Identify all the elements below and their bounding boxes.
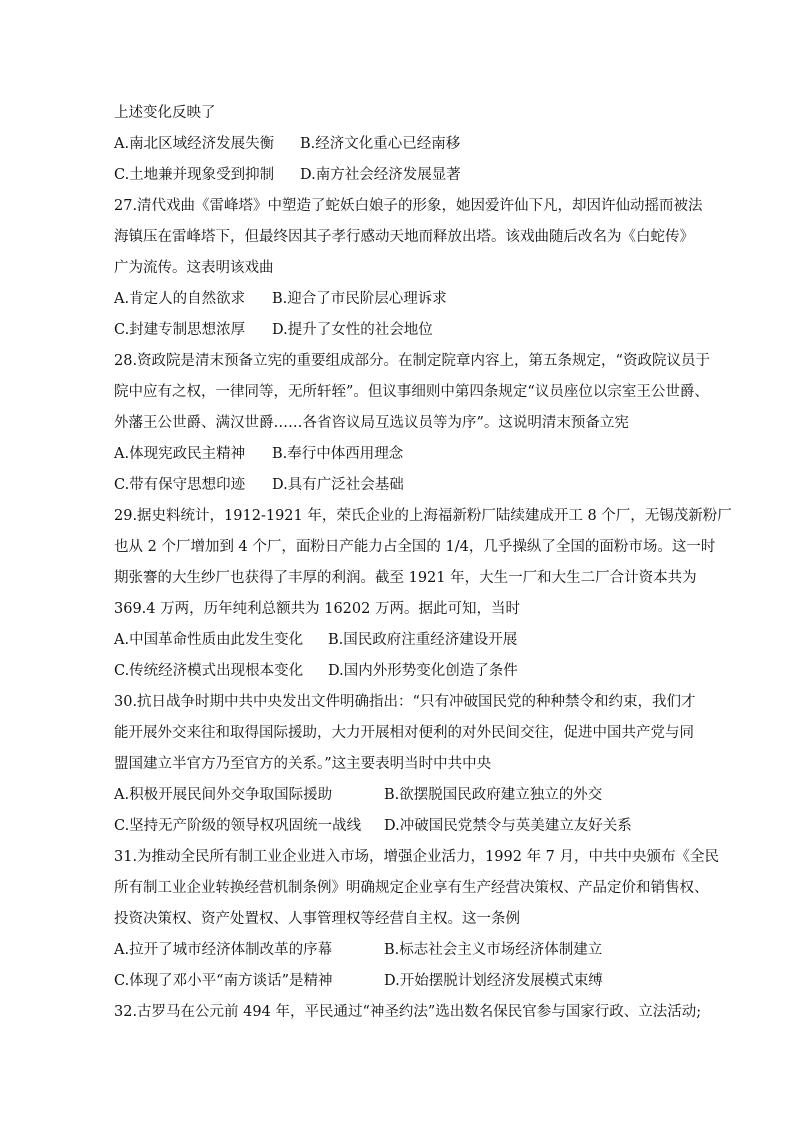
q30-option-d[interactable]: D.冲破国民党禁令与英美建立友好关系 (384, 818, 632, 834)
q27-option-c[interactable]: C.封建专制思想浓厚 (114, 322, 246, 338)
q27-option-d[interactable]: D.提升了女性的社会地位 (272, 322, 433, 338)
q27-stem-line: 海镇压在雷峰塔下，但最终因其子孝行感动天地而释放出塔。该戏曲随后改名为《白蛇传》 (114, 229, 694, 245)
q29-stem-line: 29.据史料统计，1912-1921 年，荣氏企业的上海福新粉厂陆续建成开工 8 个厂，无锡茂新粉厂 (114, 508, 732, 524)
q29-option-d[interactable]: D.国内外形势变化创造了条件 (328, 663, 518, 679)
q31-stem-line: 31.为推动全民所有制工业企业进入市场，增强企业活力，1992 年 7 月，中共中央颁布《全民 (114, 849, 720, 865)
q27-option-a[interactable]: A.肯定人的自然欲求 (114, 291, 246, 307)
q26-option-b[interactable]: B.经济文化重心已经南移 (300, 136, 461, 152)
q29-stem-line: 也从 2 个厂增加到 4 个厂，面粉日产能力占全国的 1/4，几乎操纵了全国的面粉市场。这一时 (114, 539, 716, 555)
q28-option-d[interactable]: D.具有广泛社会基础 (272, 477, 404, 493)
q31-stem-line: 投资决策权、资产处置权、人事管理权等经营自主权。这一条例 (114, 911, 520, 927)
q30-stem-line: 盟国建立半官方乃至官方的关系。”这主要表明当时中共中央 (114, 756, 492, 772)
q29-option-b[interactable]: B.国民政府注重经济建设开展 (328, 632, 518, 648)
q30-option-b[interactable]: B.欲摆脱国民政府建立独立的外交 (384, 787, 603, 803)
q31-option-d[interactable]: D.开始摆脱计划经济发展模式束缚 (384, 973, 603, 989)
q26-option-d[interactable]: D.南方社会经济发展显著 (300, 167, 461, 183)
q27-stem-line: 27.清代戏曲《雷峰塔》中塑造了蛇妖白娘子的形象，她因爱许仙下凡，却因许仙动摇而被法 (114, 198, 703, 214)
q31-option-b[interactable]: B.标志社会主义市场经济体制建立 (384, 942, 603, 958)
q26-option-c[interactable]: C.土地兼并现象受到抑制 (114, 167, 275, 183)
q28-stem-line: 外藩王公世爵、满汉世爵……各省咨议局互选议员等为序”。这说明清末预备立宪 (114, 415, 629, 431)
q32-stem-line: 32.古罗马在公元前 494 年，平民通过“神圣约法”选出数名保民官参与国家行政、立法活动; (114, 1004, 702, 1020)
q28-stem-line: 院中应有之权，一律同等，无所轩轾”。但议事细则中第四条规定“议员座位以宗室王公世爵、 (114, 384, 709, 400)
q26-option-a[interactable]: A.南北区域经济发展失衡 (114, 136, 275, 152)
q27-option-b[interactable]: B.迎合了市民阶层心理诉求 (272, 291, 447, 307)
q30-stem-line: 能开展外交来往和取得国际援助，大力开展相对便利的对外民间交往，促进中国共产党与同 (114, 725, 694, 741)
q28-option-a[interactable]: A.体现宪政民主精神 (114, 446, 246, 462)
q28-stem-line: 28.资政院是清末预备立宪的重要组成部分。在制定院章内容上，第五条规定，“资政院议员于 (114, 353, 710, 369)
q29-stem-line: 期张謇的大生纱厂也获得了丰厚的利润。截至 1921 年，大生一厂和大生二厂合计资本共为 (114, 570, 697, 586)
q26-stem-tail: 上述变化反映了 (114, 105, 216, 121)
q28-option-c[interactable]: C.带有保守思想印迹 (114, 477, 246, 493)
q31-stem-line: 所有制工业企业转换经营机制条例》明确规定企业享有生产经营决策权、产品定价和销售权、 (114, 880, 709, 896)
q31-option-a[interactable]: A.拉开了城市经济体制改革的序幕 (114, 942, 333, 958)
q30-option-a[interactable]: A.积极开展民间外交争取国际援助 (114, 787, 333, 803)
q31-option-c[interactable]: C.体现了邓小平“南方谈话”是精神 (114, 973, 333, 989)
q29-stem-line: 369.4 万两，历年纯利总额共为 16202 万两。据此可知，当时 (114, 601, 520, 617)
q30-stem-line: 30.抗日战争时期中共中央发出文件明确指出：“只有冲破国民党的种种禁令和约束，我们才 (114, 694, 696, 710)
q29-option-a[interactable]: A.中国革命性质由此发生变化 (114, 632, 304, 648)
q29-option-c[interactable]: C.传统经济模式出现根本变化 (114, 663, 304, 679)
q28-option-b[interactable]: B.奉行中体西用理念 (272, 446, 404, 462)
q27-stem-line: 广为流传。这表明该戏曲 (114, 260, 274, 276)
q30-option-c[interactable]: C.坚持无产阶级的领导权巩固统一战线 (114, 818, 362, 834)
